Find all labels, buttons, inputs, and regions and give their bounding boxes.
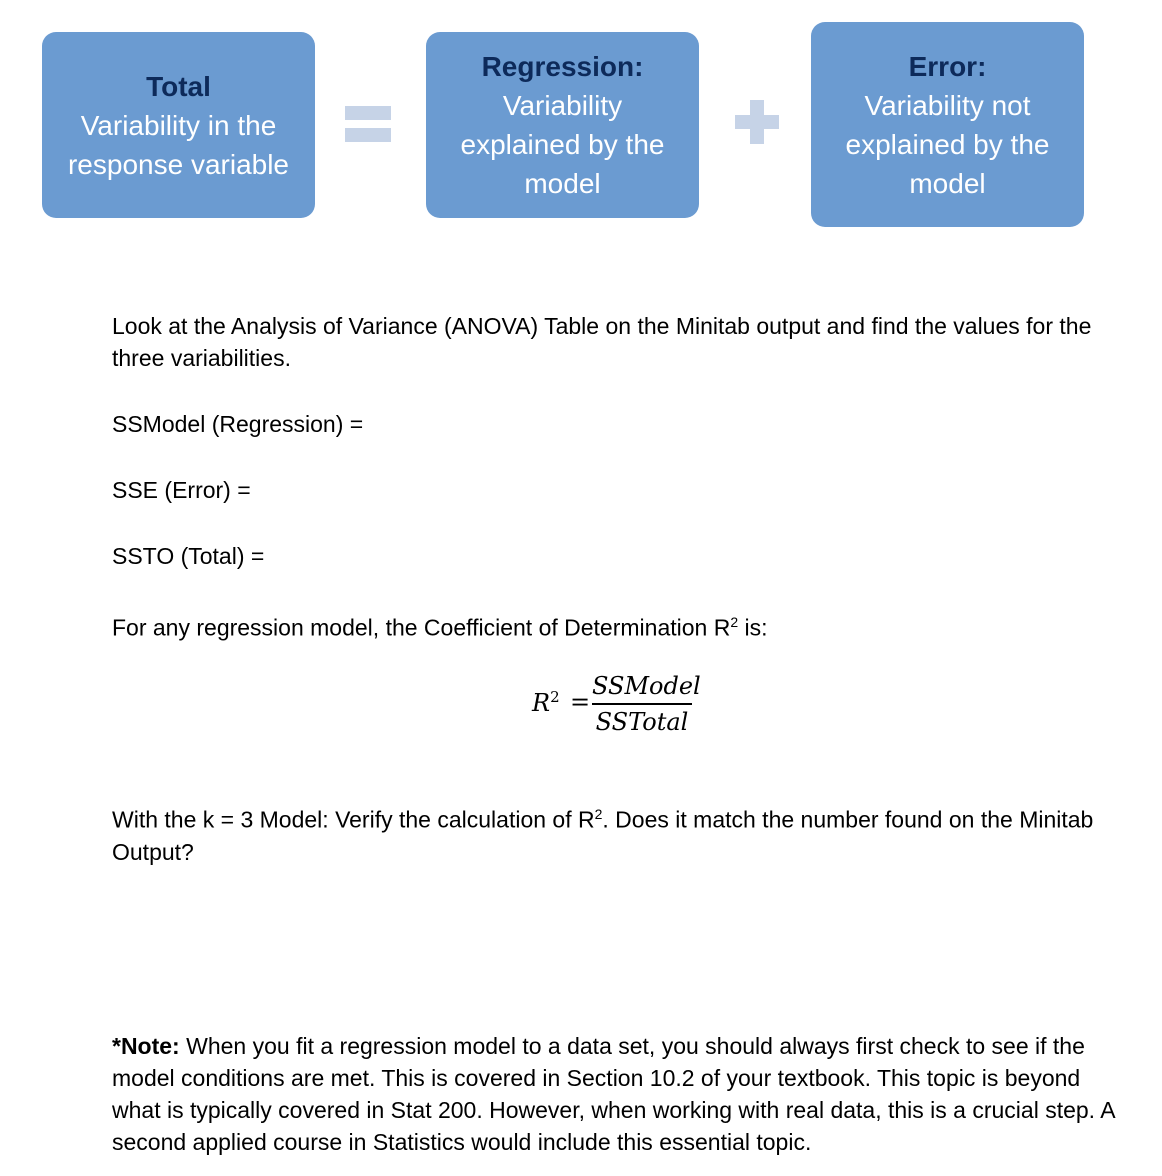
fraction-bar	[592, 703, 692, 705]
equals-sign-top-bar	[345, 106, 391, 120]
total-title: Total	[146, 70, 211, 102]
equals-sign-bottom-bar	[345, 128, 391, 142]
ssmodel-field: SSModel (Regression) =	[112, 411, 364, 437]
formula-denominator: SSTotal	[595, 707, 689, 736]
formula-lhs-sup: 2	[550, 688, 560, 706]
formula-lhs	[532, 688, 560, 717]
error-box	[811, 22, 1084, 227]
total-box	[42, 32, 315, 218]
coefficient-intro-sup: 2	[730, 614, 739, 630]
coefficient-intro-prefix: For any regression model, the Coefficient of Determination R	[112, 614, 731, 641]
error-title: Error:	[908, 50, 987, 82]
note-paragraph	[112, 1030, 1132, 1158]
coefficient-intro-suffix: is:	[738, 614, 768, 641]
instructions-paragraph: Look at the Analysis of Variance (ANOVA) Table on the Minitab output and find the values for the three variabilities.	[112, 313, 1092, 371]
note-label: *Note:	[112, 1033, 180, 1059]
regression-title: Regression:	[481, 51, 644, 82]
sse-field: SSE (Error) =	[112, 477, 251, 503]
verify-prefix: With the k = 3 Model: Verify the calculation of R	[112, 806, 595, 833]
formula-numerator: SSModel	[592, 672, 701, 700]
formula-equals: =	[570, 688, 591, 716]
coefficient-intro	[112, 606, 1132, 644]
regression-description: Variability explained by the model	[460, 90, 665, 199]
note-text: When you fit a regression model to a data set, you should always first check to see if the model conditions are met. This is covered in Section 10.2 of your textbook. This topic is beyond what is typically covered in Stat 200. However, when working with real data, this is a crucial step. A second applied course in Statistics would include this essential topic.	[112, 1033, 1115, 1155]
ssto-field: SSTO (Total) =	[112, 543, 265, 569]
verify-sup: 2	[594, 806, 603, 822]
error-description: Variability not explained by the model	[845, 89, 1050, 199]
verify-suffix: . Does it match the number found on the Minitab Output?	[112, 806, 1094, 865]
formula-fraction	[592, 670, 701, 738]
plus-sign-vertical	[750, 100, 764, 144]
total-description: Variability in the response variable	[67, 109, 290, 180]
verify-paragraph	[112, 798, 1132, 868]
formula-lhs-symbol: R	[532, 689, 551, 717]
regression-box	[426, 32, 699, 218]
